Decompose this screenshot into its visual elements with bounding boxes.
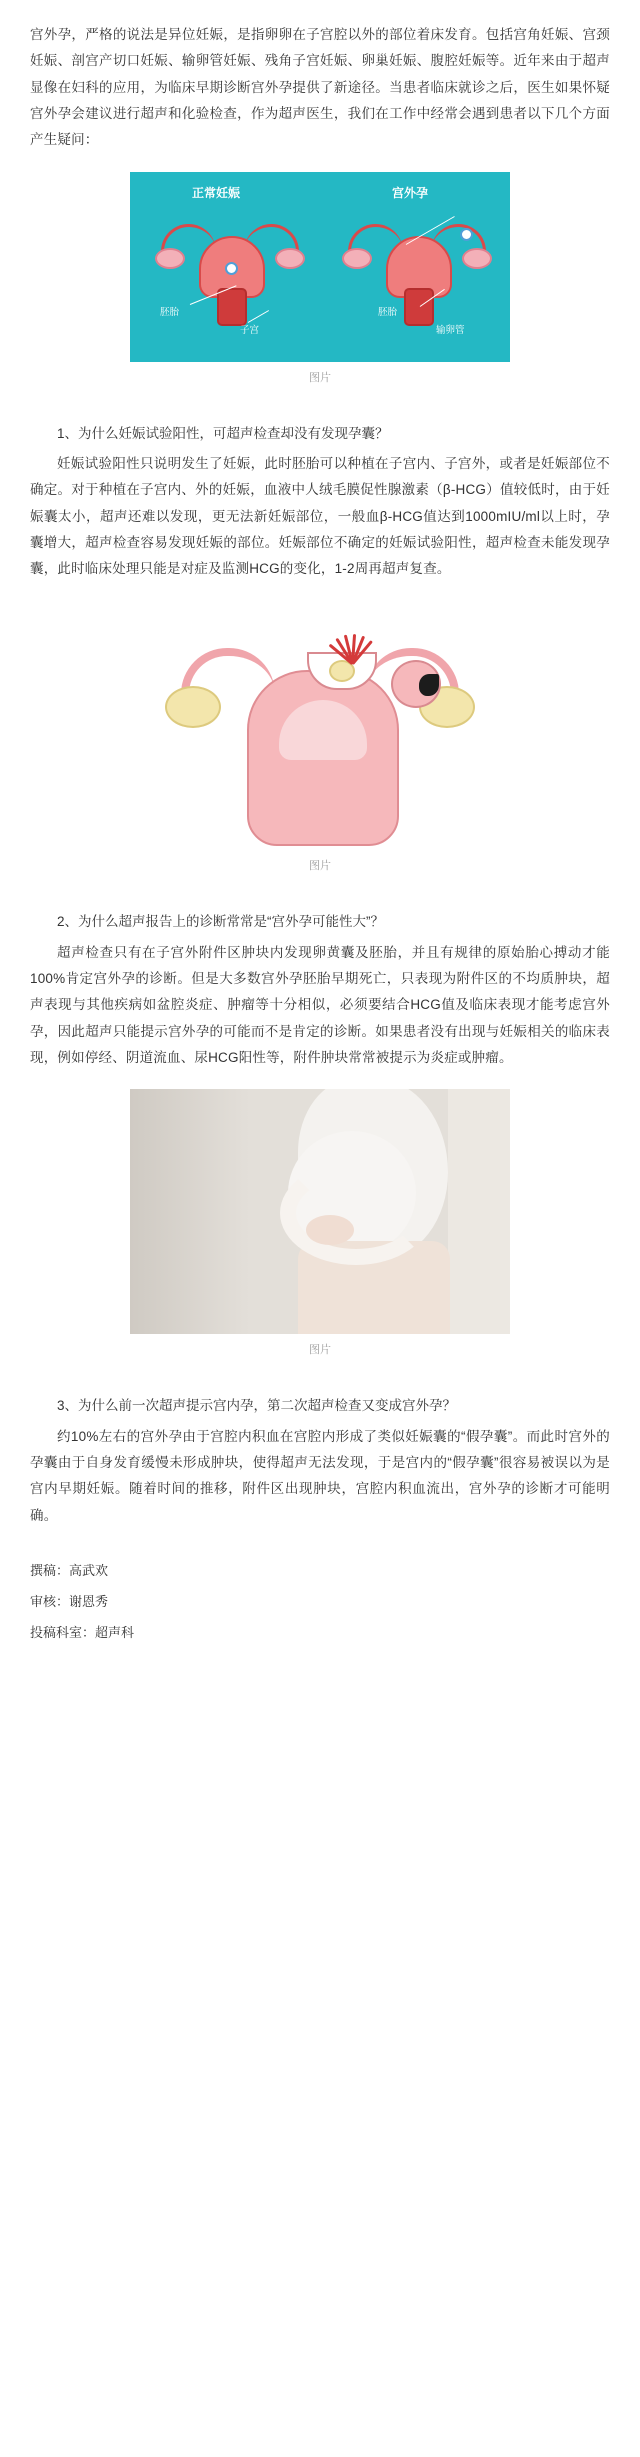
credit-reviewer: 审核：谢恩秀 [30, 1594, 109, 1610]
cervix-icon [404, 288, 434, 326]
intro-paragraph: 宫外孕，严格的说法是异位妊娠，是指卵卵在子宫腔以外的部位着床发育。包括宫角妊娠、宫颈妊娠、剖宫产切口妊娠、输卵管妊娠、残角子宫妊娠、卵巢妊娠、腹腔妊娠等。近年来由于超声显像在妇科的应用，为临床早期诊断宫外孕提供了新途径。当患者临床就诊之后，医生如果怀疑宫外孕会建议进行超声和化验检查，作为超声医生，我们在工作中经常会遇到患者以下几个方面产生疑问： [30, 27, 610, 148]
embryo-marker-icon [460, 228, 473, 241]
question-2: 2、为什么超声报告上的诊断常常是“宫外孕可能性大”？ [57, 914, 384, 930]
figure-caption: 图片 [309, 371, 331, 384]
rupture-burst-icon [305, 602, 401, 664]
diagram-teal [130, 172, 510, 362]
photo-shadow [130, 1089, 250, 1334]
cervix-icon [217, 288, 247, 326]
figure-caption: 图片 [309, 860, 331, 873]
credit-writer: 撰稿：高武欢 [30, 1562, 109, 1578]
figure1-title-left: 正常妊娠 [192, 185, 241, 200]
figure-ectopic-illustration [30, 600, 610, 873]
figure1-label-embryo-left: 胚胎 [160, 306, 180, 318]
ovary-right-icon [275, 248, 305, 269]
figure1-label-embryo-right: 胚胎 [378, 306, 398, 318]
credits-block [30, 1555, 610, 1649]
figure1-label-tube: 输卵管 [436, 324, 465, 336]
ovary-left-icon [165, 686, 221, 728]
figure-normal-vs-ectopic [30, 172, 610, 385]
embryo-marker-icon [225, 262, 238, 275]
figure1-title-right: 宫外孕 [392, 185, 429, 200]
answer-1: 妊娠试验阳性只说明发生了妊娠，此时胚胎可以种植在子宫内、子宫外，或者是妊娠部位不确定。对于种植在子宫内、外的妊娠，血液中人绒毛膜促性腺激素（β-HCG）值较低时，由于妊娠囊太小，超声还难以发现，更无法新妊娠部位，一般血β-HCG值达到1000mIU/ml以上时，孕囊增大，超声检查容易发现妊娠的部位。妊娠部位不确定的妊娠试验阳性，超声检查未能发现孕囊，此时临床处理只能是对症及监测HCG的变化，1-2周再超声复查。 [30, 455, 610, 577]
figure-caption: 图片 [309, 1344, 331, 1357]
figure1-label-uterus: 子宫 [240, 324, 260, 336]
question-1: 1、为什么妊娠试验阳性，可超声检查却没有发现孕囊？ [57, 425, 389, 441]
uterus-illustration [155, 600, 485, 850]
ovary-left-icon [342, 248, 372, 269]
question-3: 3、为什么前一次超声提示宫内孕，第二次超声检查又变成宫外孕？ [57, 1398, 457, 1414]
credit-department: 投稿科室：超声科 [30, 1625, 135, 1641]
answer-2: 超声检查只有在子宫外附件区肿块内发现卵黄囊及胚胎，并且有规律的原始胎心搏动才能100%肯定宫外孕的诊断。但是大多数宫外孕胚胎早期死亡，只表现为附件区的不均质肿块，超声表现与其他疾病如盆腔炎症、肿瘤等十分相似，必须要结合HCG值及临床表现才能考虑宫外孕，因此超声只能提示宫外孕的可能而不是肯定的诊断。如果患者没有出现与妊娠相关的临床表现，例如停经、阴道流血、尿HCG阳性等，附件肿块常常被提示为炎症或肿瘤。 [30, 944, 610, 1065]
ovary-right-icon [462, 248, 492, 269]
uterine-cavity-icon [279, 700, 367, 760]
photo-pregnant-belly [130, 1089, 510, 1334]
ovary-left-icon [155, 248, 185, 269]
uterus-ectopic [342, 218, 492, 323]
uterus-body-icon [247, 670, 399, 846]
photo-right-panel [448, 1089, 510, 1334]
answer-3: 约10%左右的宫外孕由于宫腔内积血在宫腔内形成了类似妊娠囊的“假孕囊”。而此时宫外的孕囊由于自身发育缓慢未形成肿块，使得超声无法发现，于是宫内的“假孕囊”很容易被误以为是宫内早期妊娠。随着时间的推移，附件区出现肿块，宫腔内积血流出，宫外孕的诊断才可能明确。 [30, 1428, 610, 1523]
figure-pregnant-woman [30, 1089, 610, 1357]
photo-arm [280, 1161, 432, 1265]
